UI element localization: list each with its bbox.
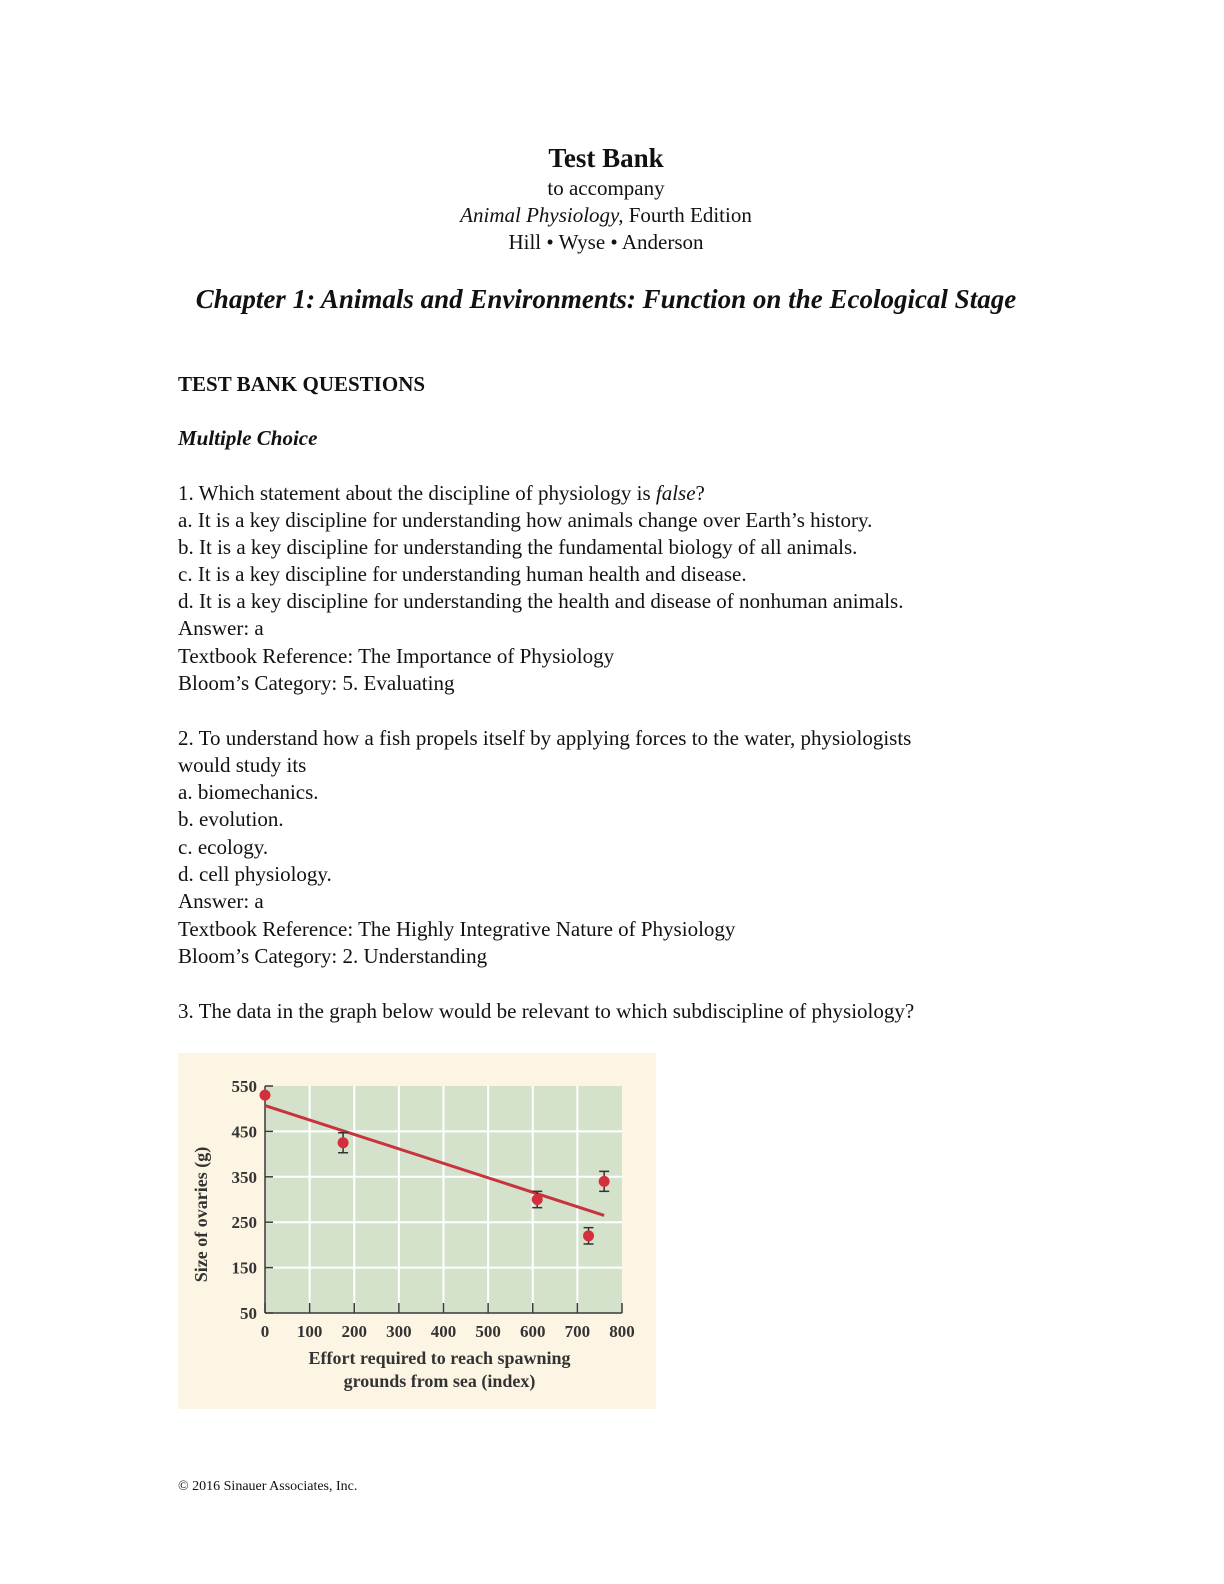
x-tick-label: 500 bbox=[475, 1322, 501, 1341]
question-1-option-a: a. It is a key discipline for understanding how animals change over Earth’s history. bbox=[178, 508, 873, 532]
section-title: TEST BANK QUESTIONS bbox=[178, 372, 426, 396]
question-2-option-a: a. biomechanics. bbox=[178, 780, 319, 804]
x-tick-label: 100 bbox=[296, 1322, 323, 1341]
question-2-answer: Answer: a bbox=[178, 889, 264, 913]
book-title: Animal Physiology, bbox=[460, 203, 624, 227]
question-2-reference: Textbook Reference: The Highly Integrative Nature of Physiology bbox=[178, 917, 736, 941]
x-tick-label: 400 bbox=[430, 1322, 457, 1341]
question-1-option-c: c. It is a key discipline for understanding human health and disease. bbox=[178, 562, 747, 586]
x-axis-title: Effort required to reach spawning bbox=[308, 1348, 571, 1368]
x-tick-label: 700 bbox=[564, 1322, 591, 1341]
data-point bbox=[599, 1176, 610, 1187]
question-2-option-c: c. ecology. bbox=[178, 835, 269, 859]
book-title-line bbox=[0, 203, 1212, 228]
y-tick-label: 450 bbox=[231, 1122, 257, 1142]
question-1-answer: Answer: a bbox=[178, 616, 264, 640]
question-1-option-b: b. It is a key discipline for understanding the fundamental biology of all animals. bbox=[178, 535, 858, 559]
document-title: Test Bank bbox=[548, 143, 664, 173]
question-2-option-d: d. cell physiology. bbox=[178, 862, 332, 886]
document-subtitle: to accompany bbox=[547, 176, 665, 200]
authors: Hill • Wyse • Anderson bbox=[508, 230, 704, 254]
subsection-title: Multiple Choice bbox=[178, 426, 318, 450]
y-tick-label: 50 bbox=[240, 1304, 257, 1323]
data-point bbox=[338, 1137, 349, 1148]
ovary-size-chart bbox=[178, 1053, 656, 1409]
question-1-stem: 1. Which statement about the discipline of physiology is false? bbox=[178, 481, 705, 505]
question-2-stem: 2. To understand how a fish propels itself by applying forces to the water, physiologists bbox=[178, 726, 912, 750]
y-tick-label: 550 bbox=[231, 1077, 257, 1096]
x-tick-label: 600 bbox=[520, 1322, 546, 1341]
data-point bbox=[260, 1090, 271, 1101]
x-tick-label: 800 bbox=[609, 1322, 635, 1341]
book-edition: Fourth Edition bbox=[623, 203, 752, 227]
question-1-option-d: d. It is a key discipline for understanding the health and disease of nonhuman animals. bbox=[178, 589, 904, 613]
y-axis-title: Size of ovaries (g) bbox=[191, 1146, 211, 1283]
y-tick-label: 150 bbox=[231, 1258, 257, 1278]
data-point bbox=[532, 1194, 543, 1205]
x-tick-label: 300 bbox=[386, 1322, 412, 1341]
question-1-reference: Textbook Reference: The Importance of Physiology bbox=[178, 644, 615, 668]
question-2-option-b: b. evolution. bbox=[178, 807, 284, 831]
x-tick-label: 200 bbox=[341, 1322, 367, 1341]
y-tick-label: 350 bbox=[231, 1167, 257, 1187]
data-point bbox=[583, 1230, 594, 1241]
chart-canvas bbox=[178, 1053, 656, 1409]
question-2-stem-cont: would study its bbox=[178, 753, 307, 777]
copyright-footer: © 2016 Sinauer Associates, Inc. bbox=[178, 1479, 358, 1494]
y-tick-label: 250 bbox=[231, 1213, 257, 1233]
question-1-bloom: Bloom’s Category: 5. Evaluating bbox=[178, 671, 455, 695]
chapter-heading: Chapter 1: Animals and Environments: Function on the Ecological Stage bbox=[195, 284, 1017, 314]
x-axis-title-cont: grounds from sea (index) bbox=[343, 1371, 536, 1391]
question-2-bloom: Bloom’s Category: 2. Understanding bbox=[178, 944, 488, 968]
x-tick-label: 0 bbox=[260, 1322, 270, 1341]
question-3-stem: 3. The data in the graph below would be relevant to which subdiscipline of physiology? bbox=[178, 999, 915, 1023]
